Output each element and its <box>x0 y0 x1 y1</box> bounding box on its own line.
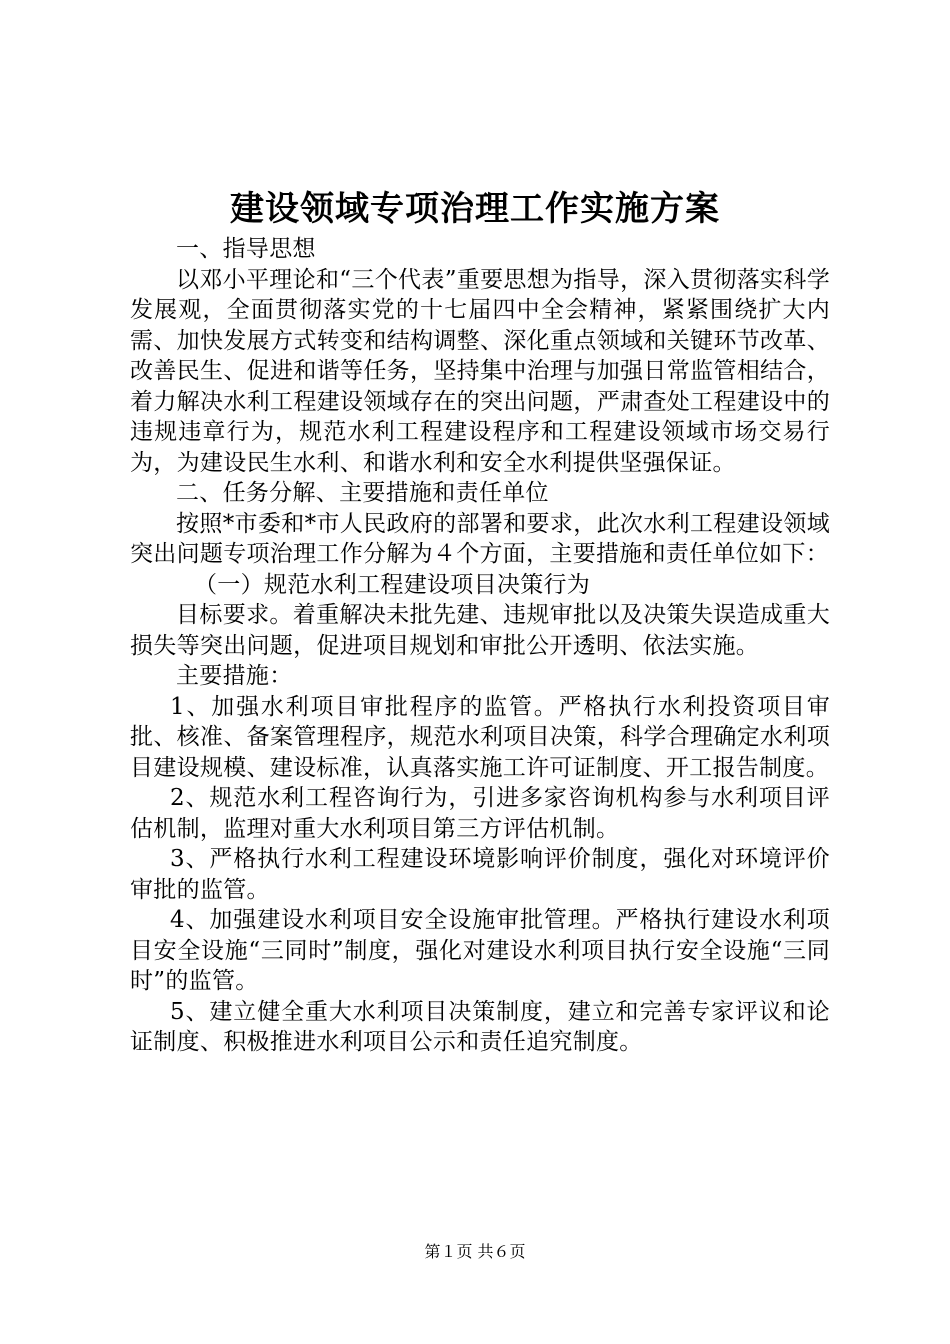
measures-heading: 主要措施： <box>176 663 293 689</box>
measure-item-3: 3、严格执行水利工程建设环境影响评价制度，强化对环境评价审批的监管。 <box>130 846 830 903</box>
document-title: 建设领域专项治理工作实施方案 <box>230 189 720 229</box>
section-heading-guiding-ideology: 一、指导思想 <box>176 236 316 262</box>
document-body <box>130 234 830 1058</box>
measure-item-5: 5、建立健全重大水利项目决策制度，建立和完善专家评议和论证制度、积极推进水利项目公示和责任追究制度。 <box>130 998 830 1055</box>
section-heading-tasks: 二、任务分解、主要措施和责任单位 <box>176 480 549 506</box>
paragraph-guiding-ideology: 以邓小平理论和“三个代表”重要思想为指导，深入贯彻落实科学发展观，全面贯彻落实党的十七届四中全会精神，紧紧围绕扩大内需、加快发展方式转变和结构调整、深化重点领域和关键环节改革、改善民生、促进和谐等任务，坚持集中治理与加强日常监管相结合，着力解决水利工程建设领域存在的突出问题，严肃查处工程建设中的违规违章行为，规范水利工程建设程序和工程建设领域市场交易行为，为建设民生水利、和谐水利和安全水利提供坚强保证。 <box>130 266 830 476</box>
subsection-heading-decision: （一）规范水利工程建设项目决策行为 <box>194 571 591 598</box>
measure-item-4: 4、加强建设水利项目安全设施审批管理。严格执行建设水利项目安全设施“三同时”制度，强化对建设水利项目执行安全设施“三同时”的监管。 <box>130 907 830 994</box>
measure-item-2: 2、规范水利工程咨询行为，引进多家咨询机构参与水利项目评估机制，监理对重大水利项目第三方评估机制。 <box>130 785 830 842</box>
paragraph-tasks-intro: 按照*市委和*市人民政府的部署和要求，此次水利工程建设领域突出问题专项治理工作分解为４个方面，主要措施和责任单位如下： <box>130 510 830 567</box>
paragraph-goal: 目标要求。着重解决未批先建、违规审批以及决策失误造成重大损失等突出问题，促进项目规划和审批公开透明、依法实施。 <box>130 602 830 659</box>
measure-item-1: 1、加强水利项目审批程序的监管。严格执行水利投资项目审批、核准、备案管理程序，规范水利项目决策，科学合理确定水利项目建设规模、建设标准，认真落实施工许可证制度、开工报告制度。 <box>130 693 830 781</box>
page-number-footer: 第１页 共６页 <box>424 1242 526 1261</box>
